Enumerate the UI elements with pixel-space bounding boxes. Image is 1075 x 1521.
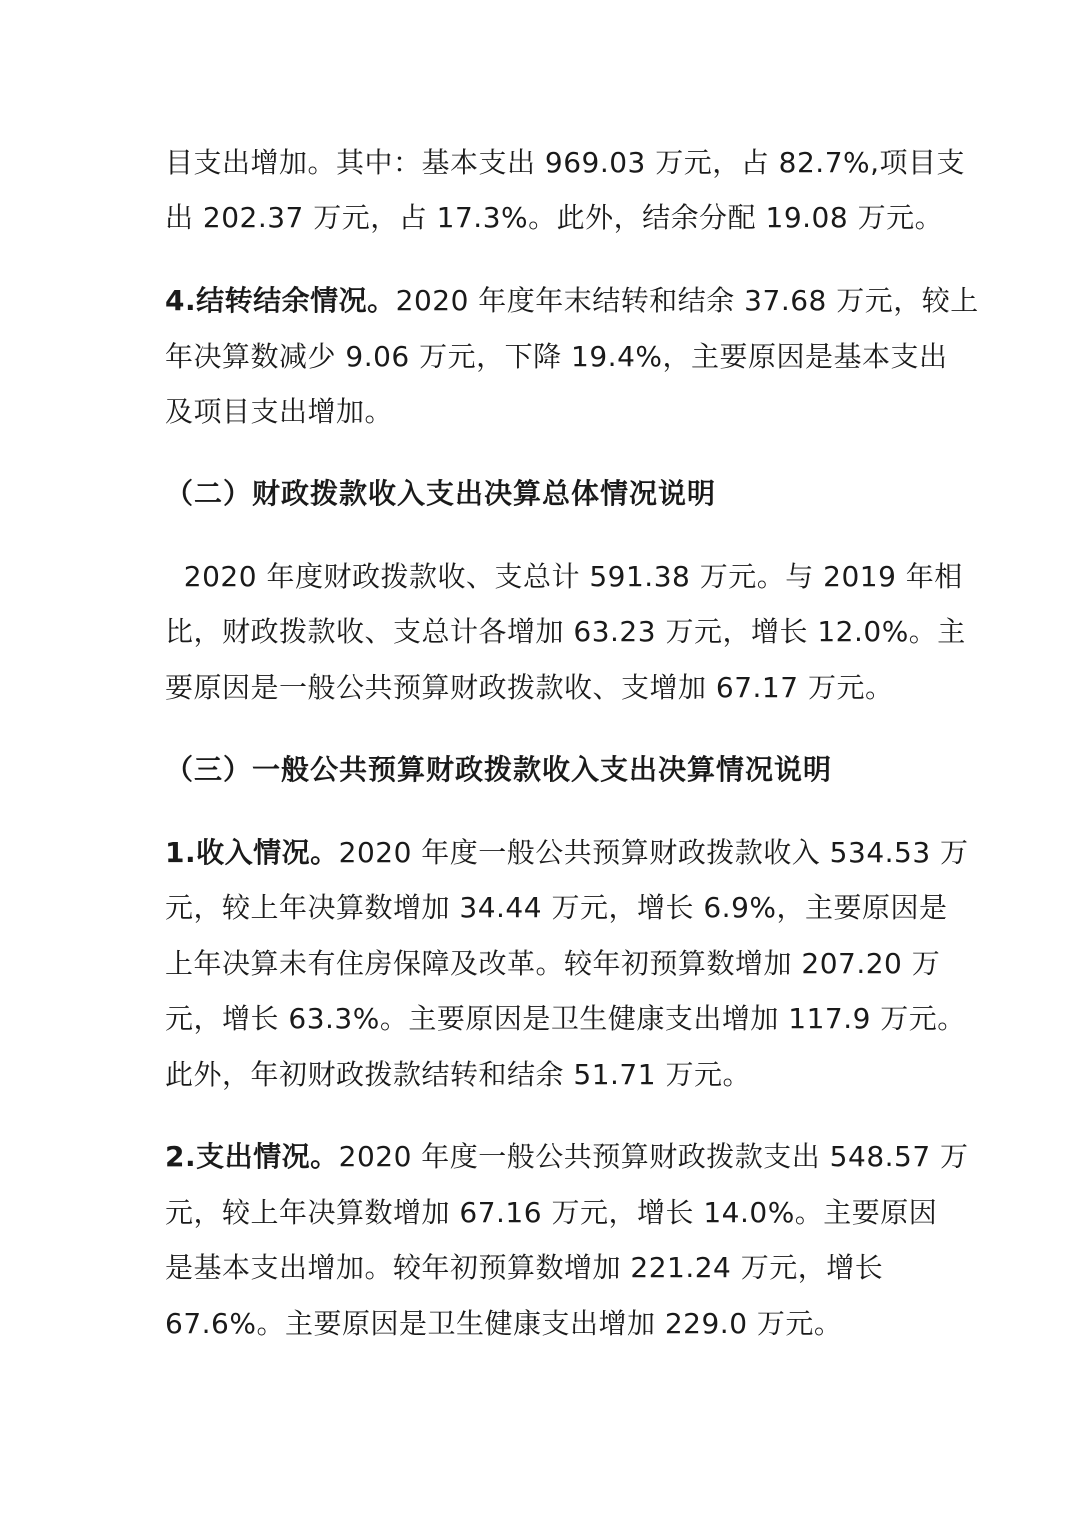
paragraph-e-line-4: 67.6%。主要原因是卫生健康支出增加 229.0 万元。 (165, 1307, 843, 1340)
paragraph-d-line-1-text: 2020 年度一般公共预算财政拨款收入 534.53 万 (338, 836, 969, 869)
paragraph-b-line-3: 及项目支出增加。 (165, 395, 394, 428)
paragraph-e-line-3: 是基本支出增加。较年初预算数增加 221.24 万元，增长 (165, 1251, 884, 1284)
paragraph-d-line-4: 元，增长 63.3%。主要原因是卫生健康支出增加 117.9 万元。 (165, 1002, 966, 1035)
paragraph-a-line-1: 目支出增加。其中：基本支出 969.03 万元，占 82.7%,项目支 (165, 146, 966, 179)
paragraph-d-line-5: 此外，年初财政拨款结转和结余 51.71 万元。 (165, 1058, 751, 1091)
paragraph-d-line-1 (165, 835, 969, 871)
paragraph-b-line-1 (165, 283, 979, 319)
section-heading-3: （三）一般公共预算财政拨款收入支出决算情况说明 (165, 753, 833, 786)
paragraph-e-lead: 2.支出情况。 (165, 1140, 339, 1173)
paragraph-c-line-2: 比，财政拨款收、支总计各增加 63.23 万元，增长 12.0%。主 (165, 615, 966, 648)
paragraph-c-line-3: 要原因是一般公共预算财政拨款收、支增加 67.17 万元。 (165, 671, 894, 704)
paragraph-d-lead: 1.收入情况。 (165, 836, 339, 869)
paragraph-e-line-1 (165, 1139, 969, 1175)
paragraph-a-line-2: 出 202.37 万元，占 17.3%。此外，结余分配 19.08 万元。 (165, 201, 944, 234)
paragraph-e-line-2: 元，较上年决算数增加 67.16 万元，增长 14.0%。主要原因 (165, 1196, 938, 1229)
section-heading-2: （二）财政拨款收入支出决算总体情况说明 (165, 477, 717, 510)
paragraph-e-line-1-text: 2020 年度一般公共预算财政拨款支出 548.57 万 (338, 1140, 969, 1173)
paragraph-c-line-1: 2020 年度财政拨款收、支总计 591.38 万元。与 2019 年相 (165, 560, 963, 593)
paragraph-d-line-2: 元，较上年决算数增加 34.44 万元，增长 6.9%，主要原因是 (165, 891, 948, 924)
paragraph-b-lead: 4.结转结余情况。 (165, 284, 396, 317)
paragraph-d-line-3: 上年决算未有住房保障及改革。较年初预算数增加 207.20 万 (165, 947, 941, 980)
paragraph-b-line-1-text: 2020 年度年末结转和结余 37.68 万元，较上 (395, 284, 979, 317)
paragraph-b-line-2: 年决算数减少 9.06 万元，下降 19.4%，主要原因是基本支出 (165, 340, 948, 373)
